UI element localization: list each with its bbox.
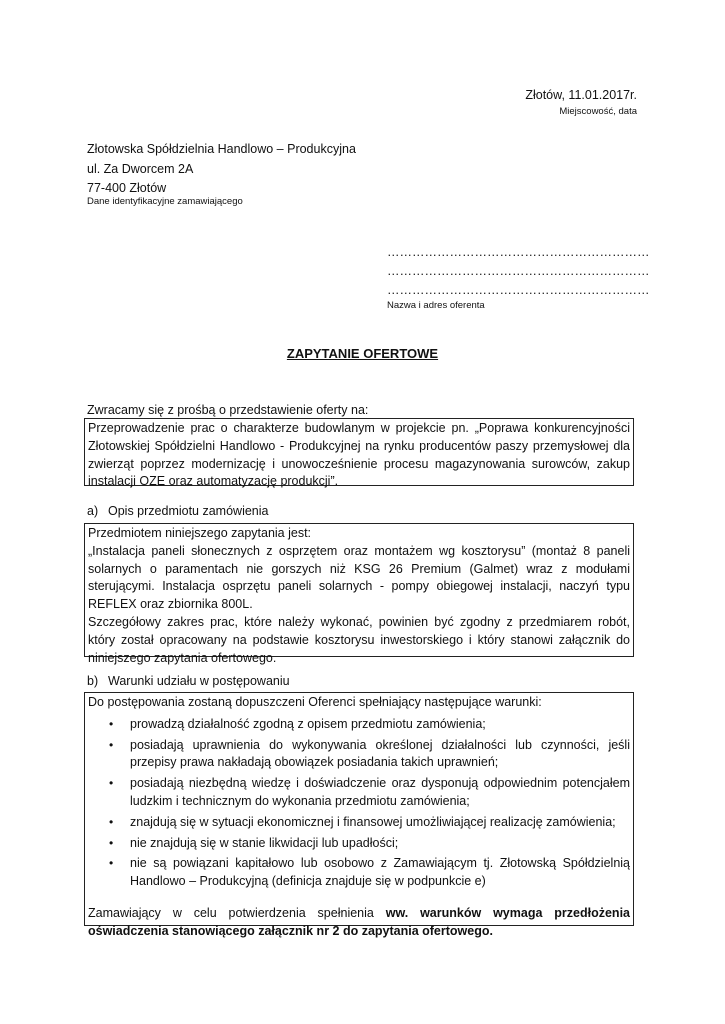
conditions-box xyxy=(84,692,634,938)
section-b-heading xyxy=(87,674,290,688)
section-a-heading xyxy=(87,504,269,518)
condition-item: • nie są powiązani kapitałowo lub osobowo z Zamawiającym tj. Złotowską Spółdzielnią Handlowo – Produkcyjną (definicja znajduje się w podpunkcie e) xyxy=(109,856,630,889)
bullet-icon: • xyxy=(109,814,114,829)
bidder-caption: Nazwa i adres oferenta xyxy=(387,300,485,311)
bidder-line-1: ……………………………………………………… xyxy=(387,245,650,259)
bullet-icon: • xyxy=(109,716,114,731)
ordering-party-name: Złotowska Spółdzielnia Handlowo – Produkcyjna xyxy=(87,142,356,156)
closing-text: Zamawiający w celu potwierdzenia spełnienia xyxy=(88,905,386,920)
intro-text: Zwracamy się z prośbą o przedstawienie oferty na: xyxy=(87,403,369,417)
subject-description: „Instalacja paneli słonecznych z osprzętem oraz montażem wg kosztorysu” (montaż 8 paneli solarnych o paramentach nie gorszych niż KSG 26 Premium (Galmet) wraz z modułami sterującymi. Instalacja osprzętu paneli solarnych - pompy obiegowej instalacji, naczyń typu REFLEX oraz zbiornika 800L. xyxy=(88,543,630,612)
scope-text: Przeprowadzenie prac o charakterze budowlanym w projekcie pn. „Poprawa konkurencyjności Złotowskiej Spółdzielni Handlowo - Produkcyjnej na rynku producentów paszy przemysłowej dla zwierząt poprzez modernizację i unowocześnienie procesu magazynowania surowców, zakup instalacji OZE oraz automatyzację produkcji”. xyxy=(88,421,630,489)
closing-bold-text: ww. warunków wymaga przedłożenia oświadczenia stanowiącego załącznik nr 2 do zapytania ofertowego. xyxy=(88,905,630,938)
subject-intro: Przedmiotem niniejszego zapytania jest: xyxy=(88,526,312,540)
condition-item: • posiadają uprawnienia do wykonywania określonej działalności lub czynności, jeśli przepisy prawa nakładają obowiązek posiadania takich uprawnień; xyxy=(109,737,630,770)
conditions-closing xyxy=(88,905,630,941)
condition-item: • posiadają niezbędną wiedzę i doświadczenie oraz dysponują odpowiednim potencjałem ludzkim i technicznym do wykonania przedmiotu zamówienia; xyxy=(109,776,630,808)
bullet-icon: • xyxy=(109,776,114,791)
bidder-line-2: ……………………………………………………… xyxy=(387,264,650,278)
ordering-party-block xyxy=(87,140,356,199)
ordering-party-street: ul. Za Dworcem 2A xyxy=(87,161,194,176)
place-date-caption: Miejscowość, data xyxy=(559,106,637,117)
ordering-party-city: 77-400 Złotów xyxy=(87,181,167,195)
condition-item: • prowadzą działalność zgodną z opisem przedmiotu zamówienia; xyxy=(88,716,630,734)
condition-item: • znajdują się w sytuacji ekonomicznej i finansowej umożliwiającej realizację zamówienia; xyxy=(88,814,630,832)
section-b-letter: b) xyxy=(87,674,99,688)
ordering-party-caption: Dane identyfikacyjne zamawiającego xyxy=(87,196,243,207)
bidder-fields xyxy=(387,243,650,300)
subject-scope-details: Szczegółowy zakres prac, które należy wykonać, powinien być zgodny z przedmiarem robót, który został opracowany na podstawie kosztorysu inwestorskiego i który stanowi załącznik do niniejszego zapytania ofertowego. xyxy=(88,614,630,665)
section-b-title: Warunki udziału w postępowaniu xyxy=(108,674,290,688)
bullet-icon: • xyxy=(109,835,114,850)
place-date: Złotów, 11.01.2017r. xyxy=(525,88,637,102)
conditions-lead: Do postępowania zostaną dopuszczeni Oferenci spełniający następujące warunki: xyxy=(88,695,542,709)
condition-item: • nie znajdują się w stanie likwidacji lub upadłości; xyxy=(88,835,630,853)
bullet-icon: • xyxy=(109,856,114,871)
document-title: ZAPYTANIE OFERTOWE xyxy=(286,346,439,361)
subject-box xyxy=(84,523,634,665)
bullet-icon: • xyxy=(109,737,114,752)
section-a-letter: a) xyxy=(87,504,99,518)
conditions-list xyxy=(88,716,630,891)
bidder-line-3: ……………………………………………………… xyxy=(387,283,650,297)
scope-box xyxy=(84,418,634,489)
section-a-title: Opis przedmiotu zamówienia xyxy=(108,504,269,518)
